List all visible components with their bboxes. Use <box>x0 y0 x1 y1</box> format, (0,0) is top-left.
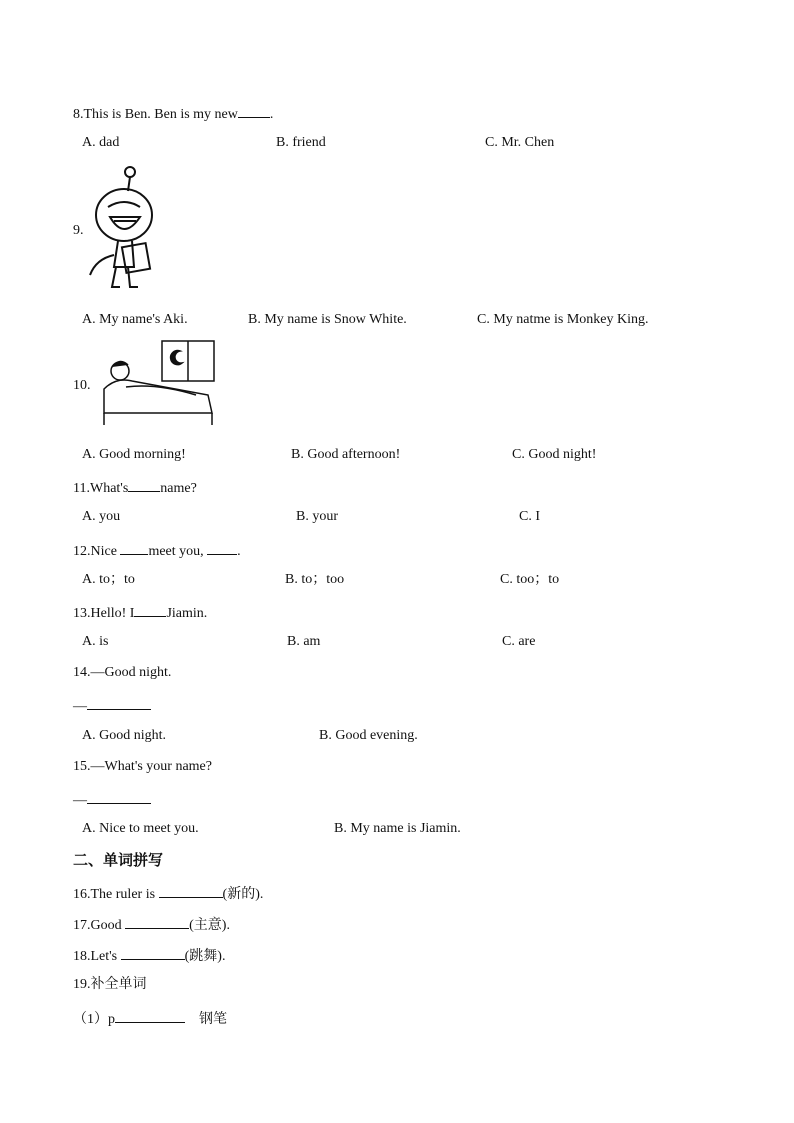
option-a[interactable]: A. Good night. <box>82 728 166 743</box>
option-b[interactable]: B. Good afternoon! <box>291 447 401 462</box>
question-19-title: 19.补全单词 <box>73 977 147 992</box>
option-b[interactable]: B. am <box>287 634 321 649</box>
option-b[interactable]: B. friend <box>276 135 326 150</box>
question-17: 17.Good (主意). <box>73 914 230 935</box>
question-18: 18.Let's (跳舞). <box>73 945 225 966</box>
answer-blank[interactable] <box>120 540 148 555</box>
answer-blank[interactable] <box>115 1008 185 1023</box>
option-c[interactable]: C. I <box>519 509 540 524</box>
question-15-reply: — <box>73 789 151 810</box>
option-a[interactable]: A. My name's Aki. <box>82 312 188 327</box>
option-a[interactable]: A. Good morning! <box>82 447 186 462</box>
option-b[interactable]: B. My name is Snow White. <box>248 312 407 327</box>
question-19-item-1: （1）p 钢笔 <box>73 1008 227 1029</box>
boy-sleeping-in-bed-icon <box>96 337 222 429</box>
option-c[interactable]: C. Good night! <box>512 447 597 462</box>
answer-blank[interactable] <box>159 883 223 898</box>
question-14-stem: 14.—Good night. <box>73 665 172 680</box>
answer-blank[interactable] <box>125 914 189 929</box>
question-12-stem: 12.Nice meet you, . <box>73 540 241 561</box>
option-a[interactable]: A. is <box>82 634 109 649</box>
answer-blank[interactable] <box>238 103 270 118</box>
question-8-text: 8.This is Ben. Ben is my new <box>73 107 238 122</box>
answer-blank[interactable] <box>128 477 160 492</box>
option-c[interactable]: C. My natme is Monkey King. <box>477 312 649 327</box>
answer-blank[interactable] <box>87 695 151 710</box>
question-9-number: 9. <box>73 223 84 238</box>
answer-blank[interactable] <box>207 540 237 555</box>
alien-reading-book-icon <box>84 163 170 291</box>
option-a[interactable]: A. Nice to meet you. <box>82 821 199 836</box>
option-a[interactable]: A. you <box>82 509 121 524</box>
option-b[interactable]: B. to；too <box>285 572 345 587</box>
question-11-stem: 11.What's name? <box>73 477 197 498</box>
question-16: 16.The ruler is (新的). <box>73 883 263 904</box>
question-13-stem: 13.Hello! I Jiamin. <box>73 602 207 623</box>
option-b[interactable]: B. My name is Jiamin. <box>334 821 461 836</box>
answer-blank[interactable] <box>121 945 185 960</box>
option-c[interactable]: C. too；to <box>500 572 560 587</box>
answer-blank[interactable] <box>87 789 151 804</box>
question-8-stem: 8.This is Ben. Ben is my new . <box>73 103 273 124</box>
question-10-number: 10. <box>73 378 91 393</box>
answer-blank[interactable] <box>134 602 166 617</box>
option-b[interactable]: B. Good evening. <box>319 728 418 743</box>
question-15-stem: 15.—What's your name? <box>73 759 212 774</box>
option-c[interactable]: C. Mr. Chen <box>485 135 555 150</box>
option-b[interactable]: B. your <box>296 509 338 524</box>
option-c[interactable]: C. are <box>502 634 536 649</box>
option-a[interactable]: A. dad <box>82 135 120 150</box>
question-14-reply: — <box>73 695 151 716</box>
section-heading: 二、单词拼写 <box>73 851 164 869</box>
option-a[interactable]: A. to；to <box>82 572 135 587</box>
